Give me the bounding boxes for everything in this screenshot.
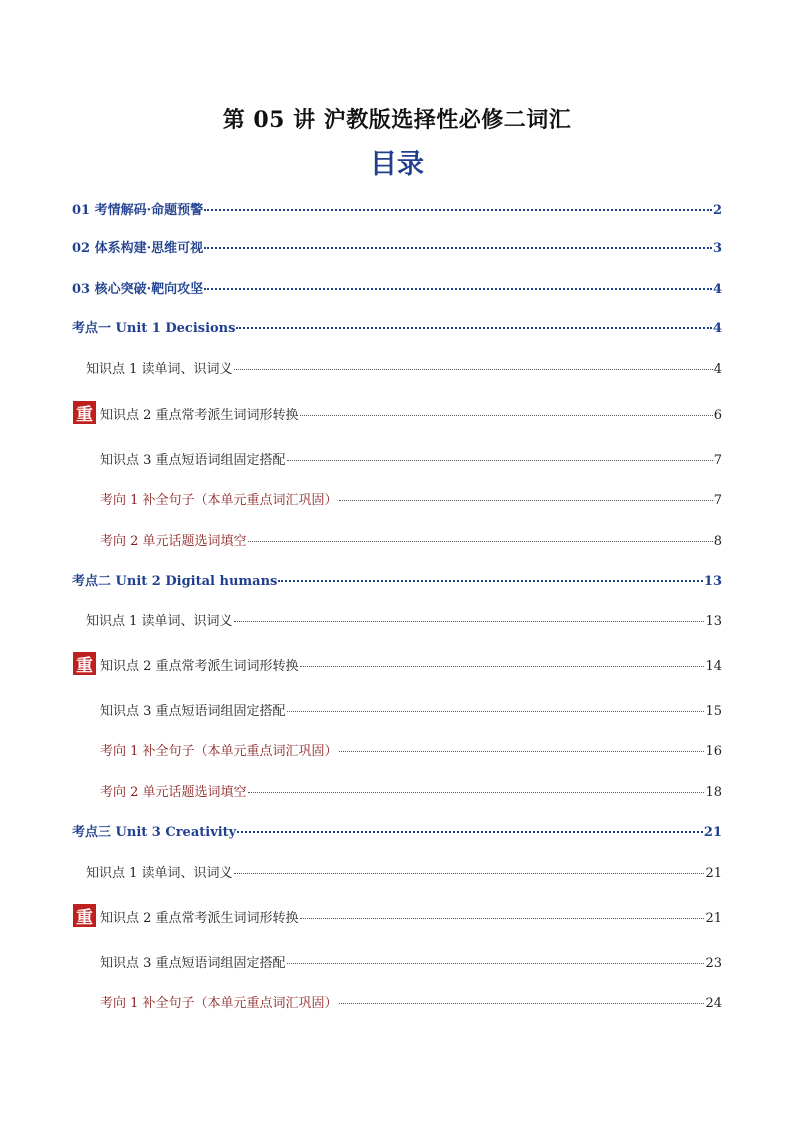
dot-leader: [339, 751, 705, 752]
toc-entry-unit3-point2[interactable]: [100, 907, 722, 927]
toc-entry-label: 知识点 1 读单词、识词义: [86, 866, 233, 881]
document-title: 第 05 讲 沪教版选择性必修二词汇: [222, 107, 572, 133]
toc-entry-unit3-direction1[interactable]: [100, 992, 722, 1012]
toc-entry-page: 4: [713, 362, 722, 377]
toc-entry-page: 14: [705, 659, 722, 674]
toc-entry-label: 考点一 Unit 1 Decisions: [72, 321, 236, 336]
dot-leader: [339, 1003, 705, 1004]
toc-entry-page: 4: [712, 321, 722, 336]
toc-entry-unit1-direction2[interactable]: [100, 530, 722, 550]
toc-entry-unit1-point2[interactable]: [100, 404, 722, 424]
toc-entry-unit1-direction1[interactable]: [100, 489, 722, 509]
key-point-badge: 重: [73, 652, 96, 675]
dot-leader: [204, 209, 712, 211]
toc-entry-label: 知识点 1 读单词、识词义: [86, 362, 233, 377]
toc-entry-page: 7: [713, 453, 722, 468]
dot-leader: [287, 711, 705, 712]
dot-leader: [278, 580, 703, 582]
toc-entry-unit2-direction2[interactable]: [100, 781, 722, 801]
toc-entry-unit3-point1[interactable]: [86, 862, 722, 882]
toc-entry-page: 21: [703, 825, 722, 840]
dot-leader: [234, 621, 705, 622]
toc-entry-unit-1[interactable]: [72, 317, 722, 337]
toc-entry-label: 知识点 3 重点短语词组固定搭配: [100, 956, 286, 971]
toc-entry-label: 考向 2 单元话题选词填空: [100, 534, 247, 549]
dot-leader: [287, 963, 705, 964]
toc-entry-page: 21: [705, 911, 722, 926]
dot-leader: [204, 247, 712, 249]
toc-entry-label: 知识点 2 重点常考派生词词形转换: [100, 659, 299, 674]
toc-entry-unit1-point1[interactable]: [86, 358, 722, 378]
dot-leader: [300, 415, 713, 416]
toc-entry-page: 21: [705, 866, 722, 881]
toc-entry-page: 7: [713, 493, 722, 508]
toc-entry-unit-2[interactable]: [72, 570, 722, 590]
toc-entry-label: 考点二 Unit 2 Digital humans: [72, 574, 278, 589]
toc-entry-label: 考向 1 补全句子（本单元重点词汇巩固）: [100, 493, 338, 508]
dot-leader: [248, 541, 713, 542]
toc-entry-page: 6: [713, 408, 722, 423]
toc-entry-section-01[interactable]: [72, 199, 722, 219]
toc-entry-label: 知识点 1 读单词、识词义: [86, 614, 233, 629]
toc-entry-page: 18: [705, 785, 722, 800]
toc-entry-page: 15: [705, 704, 722, 719]
dot-leader: [237, 831, 703, 833]
toc-entry-unit2-point2[interactable]: [100, 655, 722, 675]
toc-entry-page: 24: [705, 996, 722, 1011]
toc-entry-unit1-point3[interactable]: [100, 449, 722, 469]
toc-entry-label: 知识点 3 重点短语词组固定搭配: [100, 704, 286, 719]
toc-entry-section-02[interactable]: [72, 237, 722, 257]
toc-heading: 目录: [370, 149, 424, 180]
toc-entry-page: 23: [705, 956, 722, 971]
toc-entry-unit2-point3[interactable]: [100, 700, 722, 720]
dot-leader: [234, 873, 705, 874]
toc-entry-label: 03 核心突破·靶向攻坚: [72, 282, 204, 297]
toc-entry-label: 02 体系构建·思维可视: [72, 241, 204, 256]
toc-entry-page: 13: [705, 614, 722, 629]
toc-entry-unit3-point3[interactable]: [100, 952, 722, 972]
toc-entry-unit2-direction1[interactable]: [100, 740, 722, 760]
toc-entry-unit-3[interactable]: [72, 821, 722, 841]
dot-leader: [339, 500, 713, 501]
toc-entry-page: 4: [712, 282, 722, 297]
dot-leader: [236, 327, 712, 329]
toc-entry-page: 13: [703, 574, 722, 589]
toc-entry-label: 知识点 2 重点常考派生词词形转换: [100, 408, 299, 423]
toc-entry-label: 考向 1 补全句子（本单元重点词汇巩固）: [100, 744, 338, 759]
toc-entry-label: 考向 2 单元话题选词填空: [100, 785, 247, 800]
key-point-badge: 重: [73, 904, 96, 927]
toc-entry-page: 8: [713, 534, 722, 549]
toc-entry-page: 2: [712, 203, 722, 218]
toc-entry-label: 01 考情解码·命题预警: [72, 203, 204, 218]
toc-entry-page: 16: [705, 744, 722, 759]
dot-leader: [234, 369, 713, 370]
toc-entry-unit2-point1[interactable]: [86, 610, 722, 630]
toc-entry-label: 知识点 3 重点短语词组固定搭配: [100, 453, 286, 468]
toc-entry-label: 考向 1 补全句子（本单元重点词汇巩固）: [100, 996, 338, 1011]
dot-leader: [287, 460, 713, 461]
dot-leader: [300, 918, 705, 919]
toc-entry-page: 3: [712, 241, 722, 256]
dot-leader: [300, 666, 705, 667]
dot-leader: [204, 288, 712, 290]
toc-entry-label: 知识点 2 重点常考派生词词形转换: [100, 911, 299, 926]
toc-entry-section-03[interactable]: [72, 278, 722, 298]
dot-leader: [248, 792, 705, 793]
toc-entry-label: 考点三 Unit 3 Creativity: [72, 825, 237, 840]
key-point-badge: 重: [73, 401, 96, 424]
